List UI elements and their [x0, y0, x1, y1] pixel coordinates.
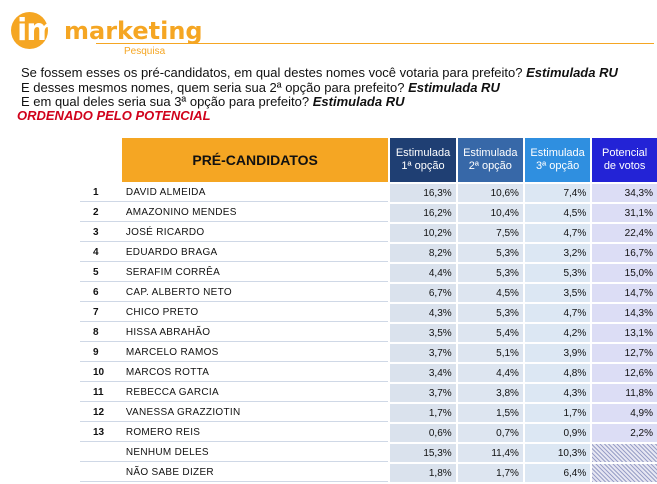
third-option-cell: 0,9%: [523, 424, 590, 442]
header-third-option: [523, 138, 590, 182]
table-row: [80, 204, 657, 222]
table-row: [80, 424, 657, 442]
rank-cell: 8: [80, 324, 122, 342]
rank-cell: 3: [80, 224, 122, 242]
candidate-name-cell: HISSA ABRAHÃO: [122, 324, 389, 342]
first-option-cell: 1,8%: [388, 464, 455, 482]
first-option-cell: 3,5%: [388, 324, 455, 342]
second-option-cell: 1,7%: [456, 464, 523, 482]
header-first-option: [388, 138, 455, 182]
third-option-cell: 4,8%: [523, 364, 590, 382]
candidate-name-cell: ROMERO REIS: [122, 424, 389, 442]
potential-cell: [590, 444, 657, 462]
rank-cell: 4: [80, 244, 122, 262]
candidate-name-cell: SERAFIM CORRÊA: [122, 264, 389, 282]
header-first-option-line1: Estimulada: [395, 147, 451, 159]
header-first-option-line2: 1ª opção: [401, 160, 445, 172]
header-potential-line1: Potencial: [601, 147, 648, 159]
third-option-cell: 3,9%: [523, 344, 590, 362]
candidate-name-cell: MARCOS ROTTA: [122, 364, 389, 382]
third-option-cell: 4,5%: [523, 204, 590, 222]
first-option-cell: 4,4%: [388, 264, 455, 282]
first-option-cell: 0,6%: [388, 424, 455, 442]
question-1: [21, 65, 618, 81]
header-potential: [590, 138, 657, 182]
candidate-name-cell: CAP. ALBERTO NETO: [122, 284, 389, 302]
candidate-name-cell: REBECCA GARCIA: [122, 384, 389, 402]
third-option-cell: 7,4%: [523, 184, 590, 202]
second-option-cell: 10,4%: [456, 204, 523, 222]
candidate-name-cell: NÃO SABE DIZER: [122, 464, 389, 482]
first-option-cell: 8,2%: [388, 244, 455, 262]
candidate-name-cell: JOSÉ RICARDO: [122, 224, 389, 242]
third-option-cell: 4,2%: [523, 324, 590, 342]
first-option-cell: 15,3%: [388, 444, 455, 462]
first-option-cell: 3,4%: [388, 364, 455, 382]
second-option-cell: 4,5%: [456, 284, 523, 302]
first-option-cell: 10,2%: [388, 224, 455, 242]
third-option-cell: 4,7%: [523, 304, 590, 322]
potential-cell: 22,4%: [590, 224, 657, 242]
candidate-name-cell: AMAZONINO MENDES: [122, 204, 389, 222]
header-second-option: [456, 138, 523, 182]
header-third-option-line1: Estimulada: [530, 147, 585, 159]
potential-cell: [590, 464, 657, 482]
potential-cell: 11,8%: [590, 384, 657, 402]
question-2-text: E desses mesmos nomes, quem seria sua 2ª opção para prefeito?: [21, 80, 405, 95]
potential-cell: 4,9%: [590, 404, 657, 422]
table-row: [80, 464, 657, 482]
question-3-tag: Estimulada RU: [312, 94, 405, 109]
first-option-cell: 3,7%: [388, 344, 455, 362]
third-option-cell: 5,3%: [523, 264, 590, 282]
table-row: [80, 244, 657, 262]
third-option-cell: 4,3%: [523, 384, 590, 402]
header-candidates: PRÉ-CANDIDATOS: [122, 138, 389, 182]
potential-cell: 2,2%: [590, 424, 657, 442]
candidate-name-cell: EDUARDO BRAGA: [122, 244, 389, 262]
potential-cell: 12,7%: [590, 344, 657, 362]
candidate-name-cell: MARCELO RAMOS: [122, 344, 389, 362]
second-option-cell: 0,7%: [456, 424, 523, 442]
candidates-table: [80, 136, 657, 484]
second-option-cell: 5,3%: [456, 264, 523, 282]
second-option-cell: 5,1%: [456, 344, 523, 362]
first-option-cell: 16,2%: [388, 204, 455, 222]
candidate-name-cell: CHICO PRETO: [122, 304, 389, 322]
rank-cell: 1: [80, 184, 122, 202]
third-option-cell: 3,2%: [523, 244, 590, 262]
header-divider: [96, 43, 654, 44]
potential-cell: 31,1%: [590, 204, 657, 222]
first-option-cell: 16,3%: [388, 184, 455, 202]
first-option-cell: 1,7%: [388, 404, 455, 422]
logo-wordmark: marketing: [64, 17, 203, 45]
third-option-cell: 3,5%: [523, 284, 590, 302]
rank-cell: [80, 464, 122, 482]
company-logo: [8, 12, 203, 60]
header-third-option-line2: 3ª opção: [535, 160, 580, 172]
third-option-cell: 6,4%: [523, 464, 590, 482]
rank-cell: 6: [80, 284, 122, 302]
first-option-cell: 4,3%: [388, 304, 455, 322]
table-row: [80, 284, 657, 302]
second-option-cell: 5,3%: [456, 244, 523, 262]
question-2-tag: Estimulada RU: [408, 80, 500, 95]
header-spacer: [80, 138, 122, 182]
second-option-cell: 1,5%: [456, 404, 523, 422]
candidate-name-cell: VANESSA GRAZZIOTIN: [122, 404, 389, 422]
header-second-option-line1: Estimulada: [463, 147, 518, 159]
header-second-option-line2: 2ª opção: [468, 160, 512, 172]
second-option-cell: 5,4%: [456, 324, 523, 342]
rank-cell: 7: [80, 304, 122, 322]
second-option-cell: 7,5%: [456, 224, 523, 242]
table-row: [80, 404, 657, 422]
potential-cell: 15,0%: [590, 264, 657, 282]
rank-cell: [80, 444, 122, 462]
rank-cell: 13: [80, 424, 122, 442]
question-3-text: E em qual deles seria sua 3ª opção para prefeito?: [21, 94, 310, 109]
potential-cell: 14,7%: [590, 284, 657, 302]
table-row: [80, 364, 657, 382]
potential-cell: 14,3%: [590, 304, 657, 322]
rank-cell: 2: [80, 204, 122, 222]
table-body: [80, 184, 657, 482]
second-option-cell: 10,6%: [456, 184, 523, 202]
potential-cell: 16,7%: [590, 244, 657, 262]
candidate-name-cell: NENHUM DELES: [122, 444, 389, 462]
table-header-row: [80, 138, 657, 182]
third-option-cell: 4,7%: [523, 224, 590, 242]
second-option-cell: 3,8%: [456, 384, 523, 402]
second-option-cell: 4,4%: [456, 364, 523, 382]
table-row: [80, 304, 657, 322]
table-row: [80, 264, 657, 282]
first-option-cell: 3,7%: [388, 384, 455, 402]
header-potential-line2: de votos: [603, 160, 646, 172]
logo-mark-text: im: [17, 13, 57, 48]
rank-cell: 9: [80, 344, 122, 362]
rank-cell: 10: [80, 364, 122, 382]
table-row: [80, 324, 657, 342]
table-row: [80, 184, 657, 202]
second-option-cell: 11,4%: [456, 444, 523, 462]
question-1-tag: Estimulada RU: [526, 65, 618, 80]
candidate-name-cell: DAVID ALMEIDA: [122, 184, 389, 202]
second-option-cell: 5,3%: [456, 304, 523, 322]
table-row: [80, 384, 657, 402]
potential-cell: 13,1%: [590, 324, 657, 342]
rank-cell: 5: [80, 264, 122, 282]
potential-cell: 12,6%: [590, 364, 657, 382]
first-option-cell: 6,7%: [388, 284, 455, 302]
third-option-cell: 10,3%: [523, 444, 590, 462]
sort-note: ORDENADO PELO POTENCIAL: [17, 108, 211, 123]
table-row: [80, 224, 657, 242]
potential-cell: 34,3%: [590, 184, 657, 202]
third-option-cell: 1,7%: [523, 404, 590, 422]
table-row: [80, 344, 657, 362]
rank-cell: 12: [80, 404, 122, 422]
question-1-text: Se fossem esses os pré-candidatos, em qual destes nomes você votaria para prefeito?: [21, 65, 523, 80]
logo-subtitle: Pesquisa: [124, 46, 166, 57]
table-row: [80, 444, 657, 462]
rank-cell: 11: [80, 384, 122, 402]
